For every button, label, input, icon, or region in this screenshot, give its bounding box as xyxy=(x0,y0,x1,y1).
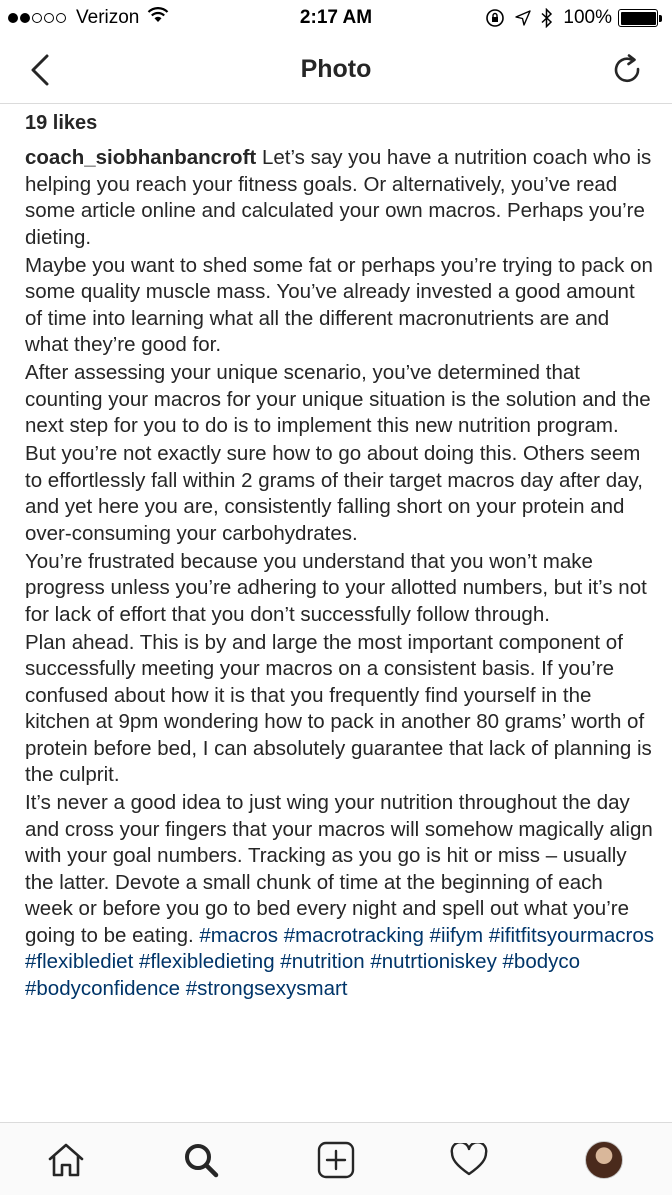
status-right xyxy=(485,7,662,29)
tab-bar xyxy=(0,1122,672,1195)
caption-paragraph: You’re frustrated because you understand that you won’t make progress unless you’re adhering to your allotted numbers, but it’s not for lack of effort that you don’t successfully follow through. xyxy=(25,549,647,626)
hashtag-link[interactable]: #flexibledieting xyxy=(138,950,275,973)
hashtag-link[interactable]: #iifym xyxy=(429,923,484,947)
status-bar xyxy=(0,0,672,36)
hashtag-link[interactable]: #bodyconfidence xyxy=(25,976,181,1000)
caption-text: It’s never a good idea to just wing your nutrition throughout the day and cross your fingers that your macros will somehow magically align with your goal numbers. Tracking as you go is hit or miss – usually the latter. Devote a small chunk of time at the beginning of each week or before you go to bed every night and spell out what you’re going to be eating. xyxy=(25,791,653,947)
hashtag-link[interactable]: #flexiblediet xyxy=(25,950,134,973)
caption xyxy=(25,145,655,1002)
tab-search[interactable] xyxy=(165,1123,237,1196)
battery-percent: 100% xyxy=(563,7,612,28)
refresh-icon xyxy=(612,54,644,86)
tab-new-post[interactable] xyxy=(300,1123,372,1196)
hashtag-link[interactable]: #macrotracking xyxy=(283,923,424,947)
likes-count[interactable]: 19 likes xyxy=(25,112,98,134)
tab-activity[interactable] xyxy=(433,1123,505,1196)
caption-paragraph: After assessing your unique scenario, you’ve determined that counting your macros for your unique situation is the solution and the next step for you to do is to implement this new nutrition program. xyxy=(25,361,651,437)
tab-profile[interactable] xyxy=(568,1123,640,1196)
refresh-button[interactable] xyxy=(610,52,646,88)
orientation-lock-icon xyxy=(485,8,505,28)
bluetooth-icon xyxy=(541,8,553,28)
hashtag-link[interactable]: #ifitfitsyourmacros xyxy=(488,923,654,947)
hashtag-link[interactable]: #strongsexysmart xyxy=(185,976,348,1000)
page-title: Photo xyxy=(300,55,372,83)
hashtag-link[interactable]: #nutrtioniskey xyxy=(370,950,497,973)
caption-paragraph xyxy=(25,790,655,1002)
plus-square-icon xyxy=(317,1141,355,1179)
tab-home[interactable] xyxy=(30,1123,102,1196)
avatar xyxy=(585,1141,623,1179)
hashtag-link[interactable]: #bodyco xyxy=(502,950,581,973)
post-content xyxy=(25,108,655,1122)
caption-text: Let’s say you have a nutrition coach who is helping you reach your fitness goals. Or alternatively, you’ve read some article online and calculated your own macros. Perhaps you’re dieting. xyxy=(25,146,652,249)
carrier-name: Verizon xyxy=(76,7,140,28)
battery-icon xyxy=(618,9,662,27)
search-icon xyxy=(183,1142,219,1178)
hashtag-link[interactable]: #macros xyxy=(199,923,278,947)
status-time: 2:17 AM xyxy=(299,7,373,28)
caption-paragraph: But you’re not exactly sure how to go about doing this. Others seem to effortlessly fall within 2 grams of their target macros day after day, and yet here you are, consistently falling short on your protein and over-consuming your carbohydrates. xyxy=(25,442,643,545)
hashtag-link[interactable]: #nutrition xyxy=(280,950,365,973)
location-icon xyxy=(515,10,531,26)
nav-bar xyxy=(0,36,672,104)
caption-paragraph: Plan ahead. This is by and large the most important component of successfully meeting your macros on a consistent basis. If you’re confused about how it is that you frequently find yourself in the kitchen at 9pm wondering how to pack in another 80 grams’ worth of protein before bed, I can absolutely guarantee that lack of planning is the culprit. xyxy=(25,630,652,786)
heart-icon xyxy=(450,1143,488,1177)
caption-paragraph xyxy=(25,145,655,251)
home-icon xyxy=(47,1142,85,1178)
username-link[interactable]: coach_siobhanbancroft xyxy=(25,146,257,169)
caption-paragraph: Maybe you want to shed some fat or perhaps you’re trying to pack on some quality muscle mass. You’ve already invested a good amount of time into learning what all the different macronutrients are and what they’re good for. xyxy=(25,253,653,356)
